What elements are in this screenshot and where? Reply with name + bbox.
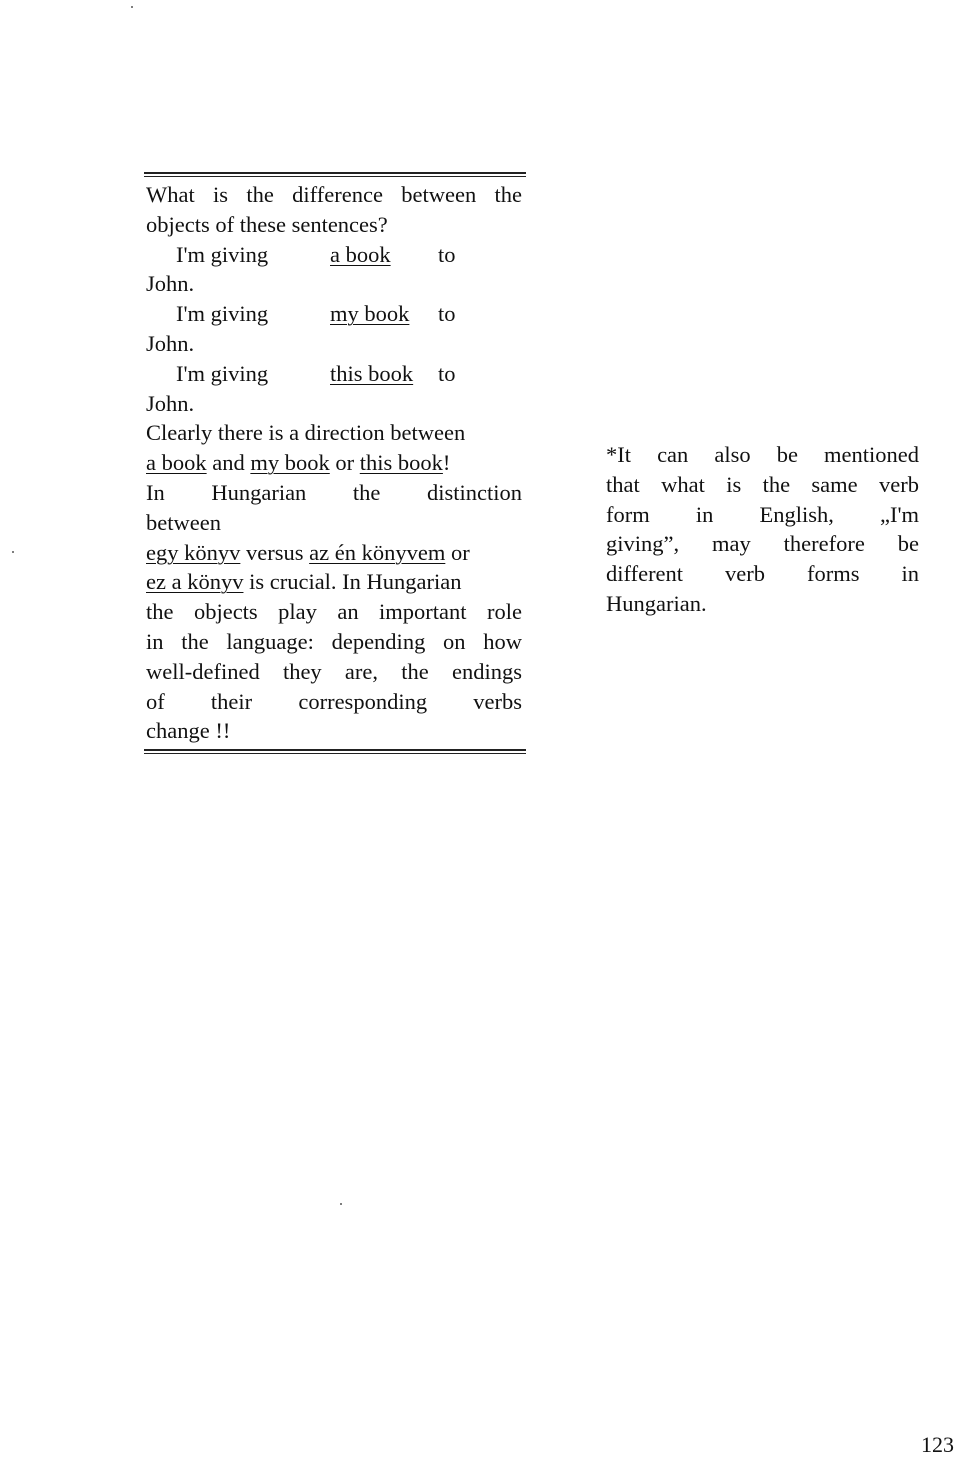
example-object: this book [330,360,414,386]
direction-and: and [212,450,245,476]
note-last-line: Hungarian. [606,590,707,616]
example-prep: to [438,241,456,267]
body-line-3: well-defined they are, the endings [146,658,522,684]
top-rule-inner [144,176,526,177]
example-sentence-1 [146,240,522,270]
top-rule-outer [144,172,526,174]
direction-end: ! [442,450,451,476]
body-line-2: in the language: depending on how [146,628,522,654]
scan-speck [131,6,133,8]
bottom-rule-inner [144,753,526,754]
hu-item-1: egy könyv [146,539,241,565]
example-verb: I'm giving [176,360,269,386]
example-object: a book [330,241,391,267]
note-line-1: *It can also be mentioned [606,442,919,467]
crucial-line [146,567,522,597]
bottom-rule-outer [144,749,526,751]
hungarian-examples-line [146,538,522,568]
scan-speck [12,551,14,553]
direction-line [146,448,522,478]
hu-versus: versus [246,539,304,565]
example-prep: to [438,360,456,386]
last-line: change !! [146,718,231,744]
direction-item-1: a book [146,450,207,476]
page-number: 123 [921,1432,954,1457]
example-object: my book [330,301,410,327]
note-line-2: that what is the same verb [606,471,919,497]
main-text-box [146,180,522,746]
hu-item-3: ez a könyv [146,569,244,595]
example-continuation-1: John. [146,271,195,297]
intro-line-1: What is the difference between the [146,182,522,207]
hu-item-2: az én könyvem [309,539,446,565]
hu-or: or [450,539,470,565]
example-verb: I'm giving [176,241,269,267]
direction-or: or [335,450,355,476]
example-prep: to [438,301,456,327]
between-line: between [146,509,221,535]
hungarian-line: In Hungarian the distinction [146,479,522,505]
side-note [606,440,919,619]
scan-speck [340,1203,342,1205]
intro-line-2: objects of these sentences? [146,211,388,237]
direction-item-2: my book [250,450,330,476]
direction-item-3: this book [359,450,443,476]
note-line-3: form in English, „I'm [606,501,919,527]
example-verb: I'm giving [176,301,269,327]
example-continuation-2: John. [146,330,195,356]
clearly-line: Clearly there is a direction between [146,420,466,446]
body-line-4: of their corresponding verbs [146,688,522,714]
note-line-5: different verb forms in [606,561,919,587]
example-sentence-2 [146,299,522,329]
example-continuation-3: John. [146,390,195,416]
body-line-1: the objects play an important role [146,599,522,625]
example-sentence-3 [146,359,522,389]
note-line-4: giving”, may therefore be [606,531,919,557]
hu-crucial: is crucial. In Hungarian [249,569,462,595]
